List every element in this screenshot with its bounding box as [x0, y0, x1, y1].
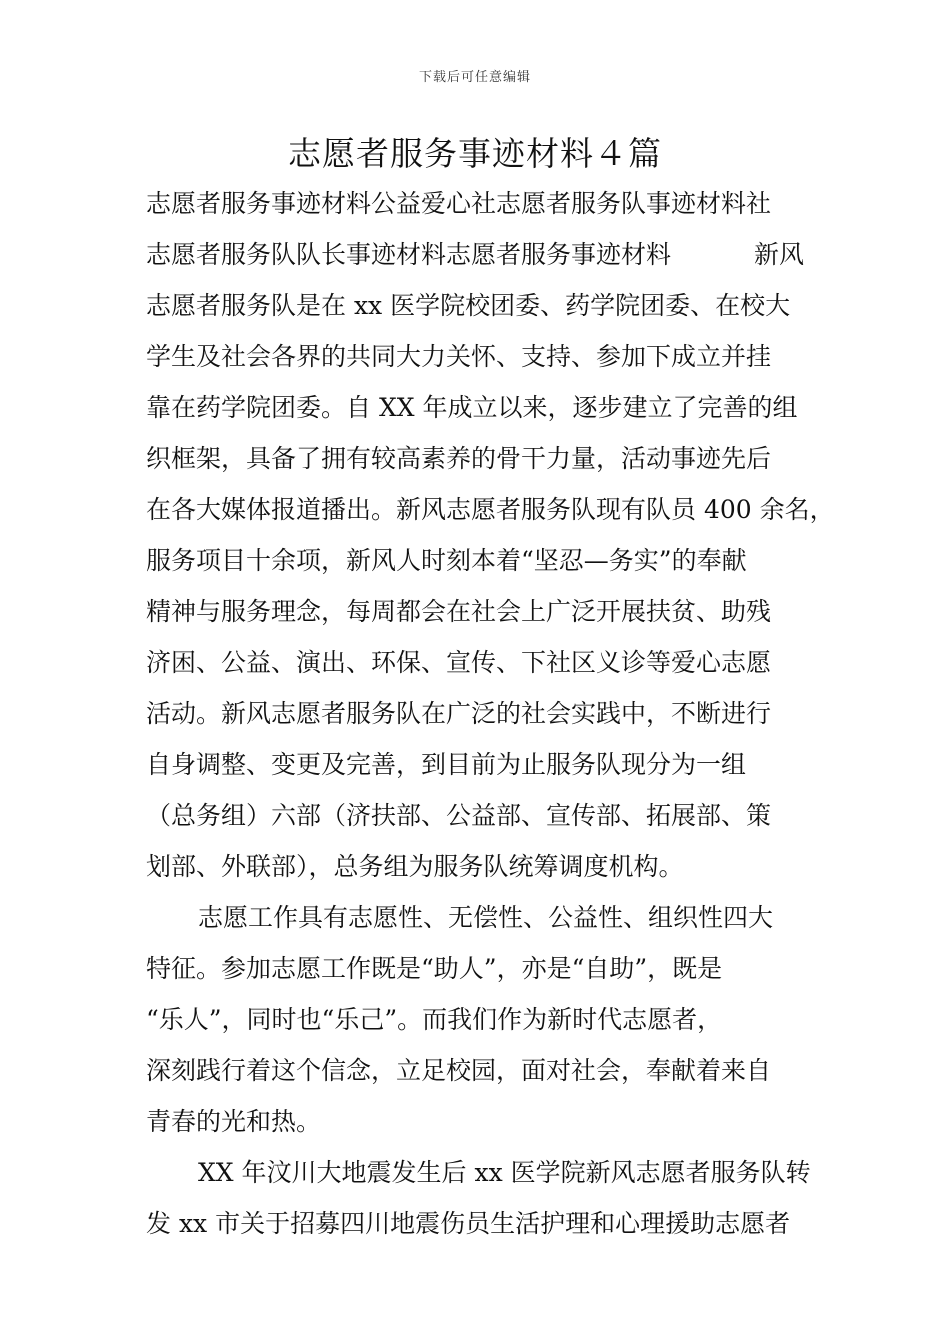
text-line: 学生及社会各界的共同大力关怀、支持、参加下成立并挂 [146, 342, 772, 371]
paragraph-start-line: 志愿工作具有志愿性、无偿性、公益性、组织性四大 [198, 903, 774, 932]
text-line: 织框架，具备了拥有较高素养的骨干力量，活动事迹先后 [146, 444, 772, 473]
text-line: 精神与服务理念，每周都会在社会上广泛开展扶贫、助残 [146, 597, 772, 626]
text-line: 划部、外联部），总务组为服务队统筹调度机构。 [146, 852, 684, 881]
text-line: 服务项目十余项，新风人时刻本着“坚忍—务实”的奉献 [146, 546, 747, 575]
text-line: 活动。新风志愿者服务队在广泛的社会实践中，不断进行 [146, 699, 772, 728]
text-line-main: 志愿者服务队队长事迹材料志愿者服务事迹材料 [146, 240, 672, 269]
text-line-tail: 新风 [753, 240, 804, 269]
text-line: 靠在药学院团委。自 XX 年成立以来，逐步建立了完善的组 [146, 393, 798, 422]
text-line: 特征。参加志愿工作既是“助人”，亦是“自助”，既是 [146, 954, 723, 983]
header-note: 下载后可任意编辑 [418, 70, 531, 85]
document-title: 志愿者服务事迹材料４篇 [288, 134, 662, 173]
text-line: 在各大媒体报道播出。新风志愿者服务队现有队员 400 余名， [146, 495, 835, 524]
paragraph-start-line: XX 年汶川大地震发生后 xx 医学院新风志愿者服务队转 [198, 1158, 811, 1187]
text-line: 自身调整、变更及完善，到目前为止服务队现分为一组 [146, 750, 747, 779]
text-line: 济困、公益、演出、环保、宣传、下社区义诊等爱心志愿 [146, 648, 772, 677]
text-line: 深刻践行着这个信念，立足校园，面对社会，奉献着来自 [146, 1056, 772, 1085]
text-line: 志愿者服务队是在 xx 医学院校团委、药学院团委、在校大 [146, 291, 791, 320]
text-line: “乐人”，同时也“乐己”。而我们作为新时代志愿者， [146, 1005, 723, 1034]
text-line: 青春的光和热。 [146, 1107, 322, 1136]
text-line [146, 229, 826, 280]
document-body [146, 178, 835, 1249]
text-line: 发 xx 市关于招募四川地震伤员生活护理和心理援助志愿者 [146, 1209, 791, 1238]
text-line: 志愿者服务事迹材料公益爱心社志愿者服务队事迹材料社 [146, 189, 772, 218]
text-line: （总务组）六部（济扶部、公益部、宣传部、拓展部、策 [146, 801, 772, 830]
